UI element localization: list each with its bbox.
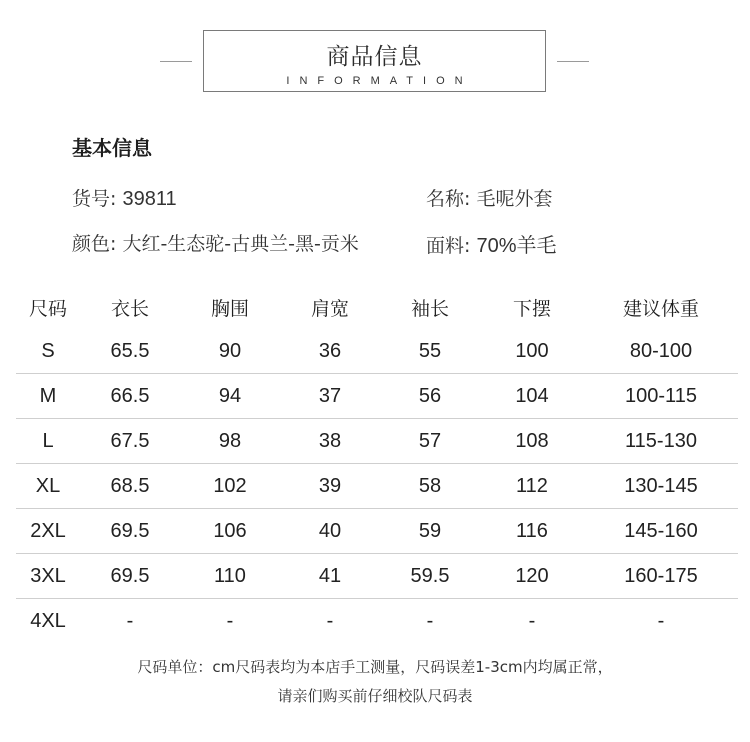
size-note-line-1: 尺码单位：cm尺码表均为本店手工测量，尺码误差1-3cm内均属正常， [137, 658, 613, 676]
table-cell: 40 [280, 509, 380, 554]
material-info [426, 229, 556, 258]
item-number-value: 39811 [122, 188, 177, 210]
table-cell: 104 [480, 374, 584, 419]
header-subtitle: INFORMATION [286, 75, 473, 87]
table-cell: 80-100 [584, 329, 738, 374]
table-cell: XL [16, 464, 80, 509]
header-box [203, 30, 546, 92]
table-cell: 36 [280, 329, 380, 374]
table-cell: - [326, 609, 334, 632]
header-line-left [160, 61, 192, 62]
table-cell: 2XL [16, 509, 80, 554]
table-cell: 69.5 [80, 554, 180, 599]
table-row [16, 554, 738, 599]
table-cell: 67.5 [80, 419, 180, 464]
header-bust: 胸围 [210, 297, 249, 320]
header-line-right [557, 61, 589, 62]
header-sleeve: 袖长 [410, 297, 449, 320]
table-row [16, 374, 738, 419]
table-row [16, 464, 738, 509]
table-cell: 102 [180, 464, 280, 509]
table-cell: 37 [280, 374, 380, 419]
table-row [16, 599, 738, 644]
table-cell: 39 [280, 464, 380, 509]
table-cell: 55 [380, 329, 480, 374]
header-shoulder: 肩宽 [310, 297, 349, 320]
table-cell: M [16, 374, 80, 419]
table-cell: 41 [280, 554, 380, 599]
table-cell: 66.5 [80, 374, 180, 419]
table-cell: - [528, 609, 536, 632]
table-cell: 116 [480, 509, 584, 554]
table-cell: 4XL [30, 609, 66, 632]
size-table [16, 285, 738, 643]
table-cell: 100 [480, 329, 584, 374]
material-label: 面料: [426, 235, 471, 257]
table-cell: 94 [180, 374, 280, 419]
header-weight: 建议体重 [622, 297, 699, 320]
color-label: 颜色: [72, 233, 117, 255]
table-cell: 160-175 [584, 554, 738, 599]
header-length: 衣长 [110, 297, 149, 320]
table-row [16, 509, 738, 554]
table-row [16, 419, 738, 464]
table-cell: 59 [380, 509, 480, 554]
size-note-line-2: 请亲们购买前仔细校队尺码表 [277, 687, 473, 705]
table-cell: 120 [480, 554, 584, 599]
table-cell: 110 [180, 554, 280, 599]
table-cell: 69.5 [80, 509, 180, 554]
table-cell: 59.5 [380, 554, 480, 599]
header-title: 商品信息 [326, 44, 423, 70]
table-cell: 108 [480, 419, 584, 464]
table-cell: - [657, 609, 665, 632]
table-cell: 112 [480, 464, 584, 509]
table-cell: 115-130 [584, 419, 738, 464]
table-cell: 38 [280, 419, 380, 464]
header-hem: 下摆 [512, 297, 551, 320]
table-cell: 58 [380, 464, 480, 509]
table-cell: 90 [180, 329, 280, 374]
product-name-value: 毛呢外套 [476, 188, 553, 210]
product-name-label: 名称: [426, 188, 471, 210]
section-title: 基本信息 [72, 136, 152, 160]
item-number-label: 货号: [72, 188, 117, 210]
table-cell: S [16, 329, 80, 374]
table-cell: 106 [180, 509, 280, 554]
product-name [426, 184, 552, 211]
table-cell: 68.5 [80, 464, 180, 509]
table-cell: - [126, 609, 134, 632]
table-cell: 98 [180, 419, 280, 464]
table-header-row [16, 285, 738, 329]
table-cell: 57 [380, 419, 480, 464]
table-cell: 3XL [16, 554, 80, 599]
table-cell: 130-145 [584, 464, 738, 509]
item-number [72, 184, 177, 211]
color-info [72, 229, 359, 256]
table-cell: L [16, 419, 80, 464]
header-size: 尺码 [28, 297, 67, 320]
table-row [16, 329, 738, 374]
color-value: 大红-生态驼-古典兰-黑-贡米 [122, 233, 359, 255]
table-cell: 65.5 [80, 329, 180, 374]
table-cell: 100-115 [584, 374, 738, 419]
material-value: 70%羊毛 [476, 235, 557, 257]
table-cell: 56 [380, 374, 480, 419]
table-cell: - [426, 609, 434, 632]
table-cell: - [226, 609, 234, 632]
table-cell: 145-160 [584, 509, 738, 554]
